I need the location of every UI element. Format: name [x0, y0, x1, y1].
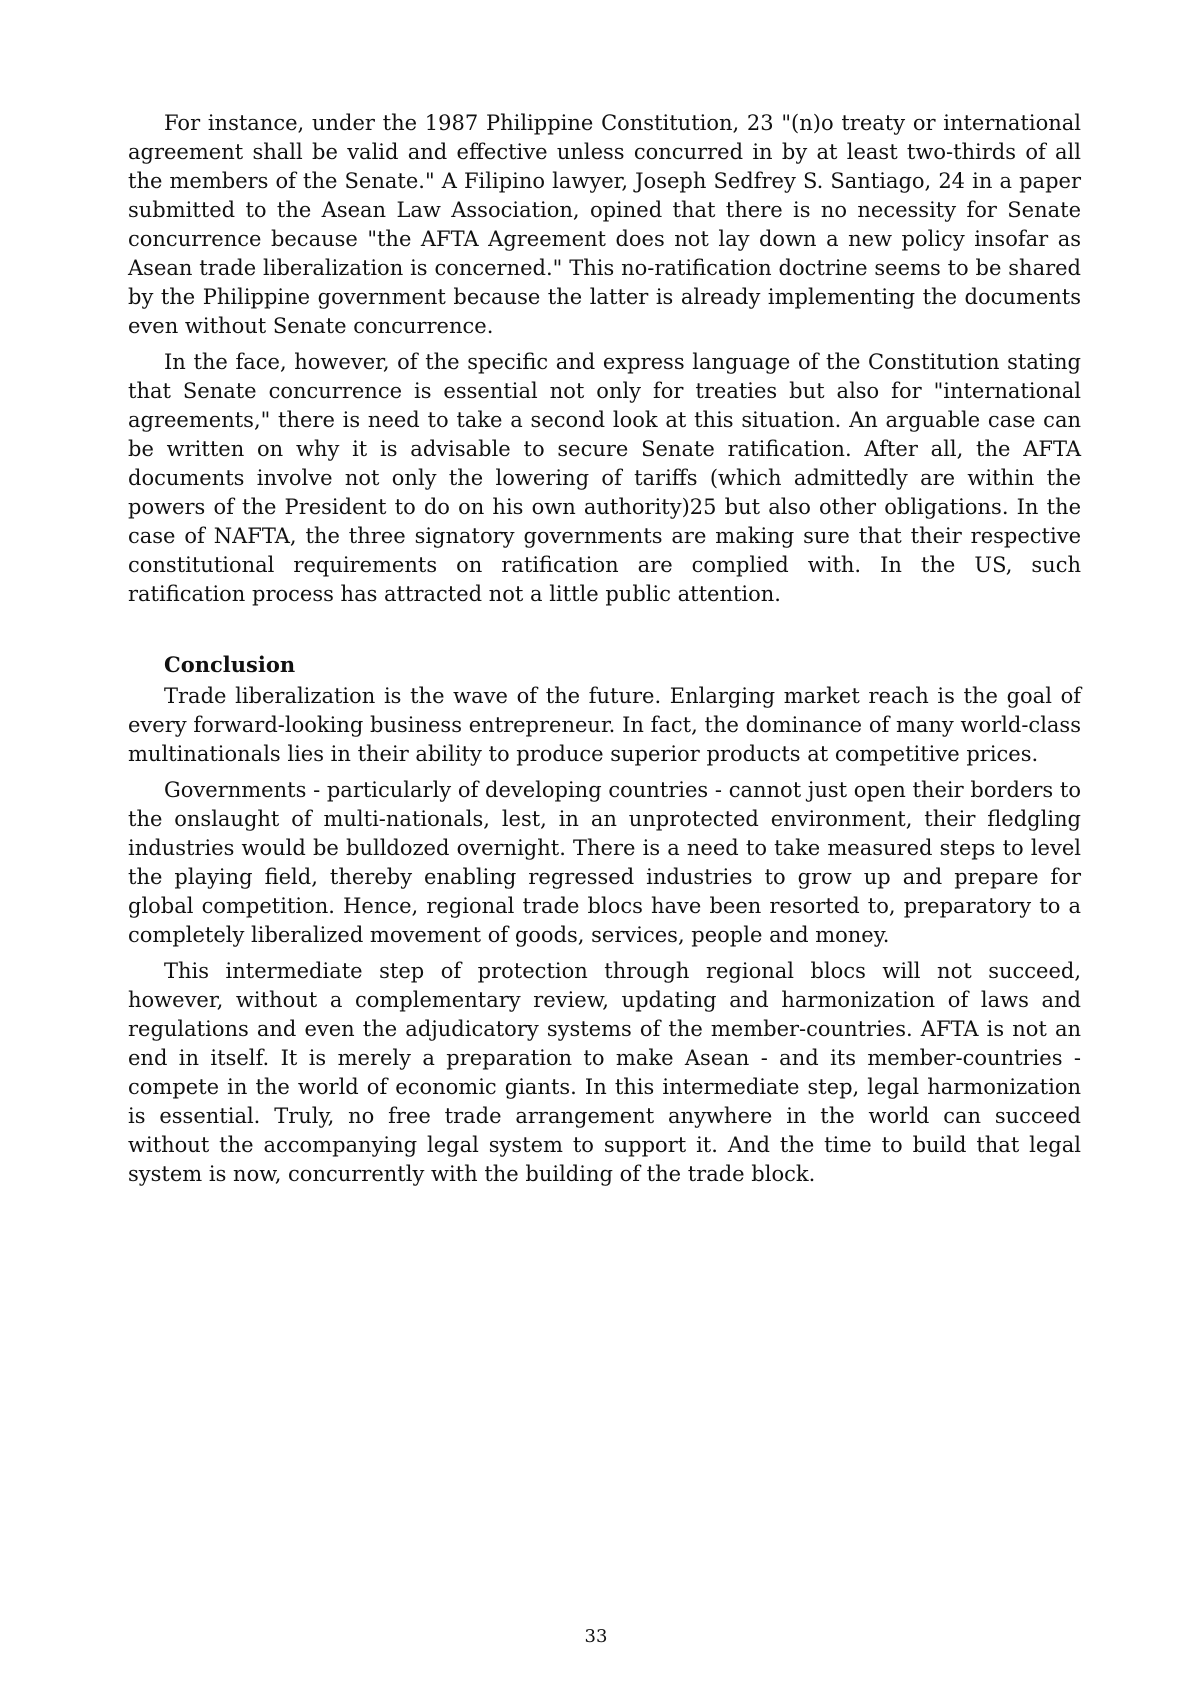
- paragraph-intermediate-step: This intermediate step of protection through regional blocs will not succeed, however, without a complementary review, updating and harmonization of laws and regulations and even the adjudicatory systems of the member-countries. AFTA is not an end in itself. It is merely a preparation to make Asean - and its member-countries - compete in the world of economic giants. In this intermediate step, legal harmonization is essential. Truly, no free trade arrangement anywhere in the world can succeed without the accompanying legal system to support it. And the time to build that legal system is now, concurrently with the building of the trade block.: [128, 959, 1081, 1186]
- conclusion-heading: Conclusion: [164, 652, 296, 677]
- paragraph-senate-ratification: In the face, however, of the specific and express language of the Constitution stating that Senate concurrence is essential not only for treaties but also for "international agreements," there is need to take a second look at this situation. An arguable case can be written on why it is advisable to secure Senate ratification. After all, the AFTA documents involve not only the lowering of tariffs (which admittedly are within the powers of the President to do on his own authority)25 but also other obligations. In the case of NAFTA, the three signatory governments are making sure that their respective constitutional requirements on ratification are complied with. In the US, such ratification process has attracted not a little public attention.: [128, 350, 1081, 606]
- page-number: 33: [584, 1626, 608, 1647]
- page-body: [128, 109, 1081, 1196]
- paragraph-senate-concurrence: For instance, under the 1987 Philippine Constitution, 23 "(n)o treaty or international agreement shall be valid and effective unless concurred in by at least two-thirds of all the members of the Senate." A Filipino lawyer, Joseph Sedfrey S. Santiago, 24 in a paper submitted to the Asean Law Association, opined that there is no necessity for Senate concurrence because "the AFTA Agreement does not lay down a new policy insofar as Asean trade liberalization is concerned." This no-ratification doctrine seems to be shared by the Philippine government because the latter is already implementing the documents even without Senate concurrence.: [128, 111, 1081, 338]
- paragraph-governments: Governments - particularly of developing countries - cannot just open their borders to the onslaught of multi-nationals, lest, in an unprotected environment, their fledgling industries would be bulldozed overnight. There is a need to take measured steps to level the playing field, thereby enabling regressed industries to grow up and prepare for global competition. Hence, regional trade blocs have been resorted to, preparatory to a completely liberalized movement of goods, services, people and money.: [128, 778, 1081, 947]
- paragraph-trade-liberalization: Trade liberalization is the wave of the future. Enlarging market reach is the goal of every forward-looking business entrepreneur. In fact, the dominance of many world-class multinationals lies in their ability to produce superior products at competitive prices.: [128, 684, 1081, 766]
